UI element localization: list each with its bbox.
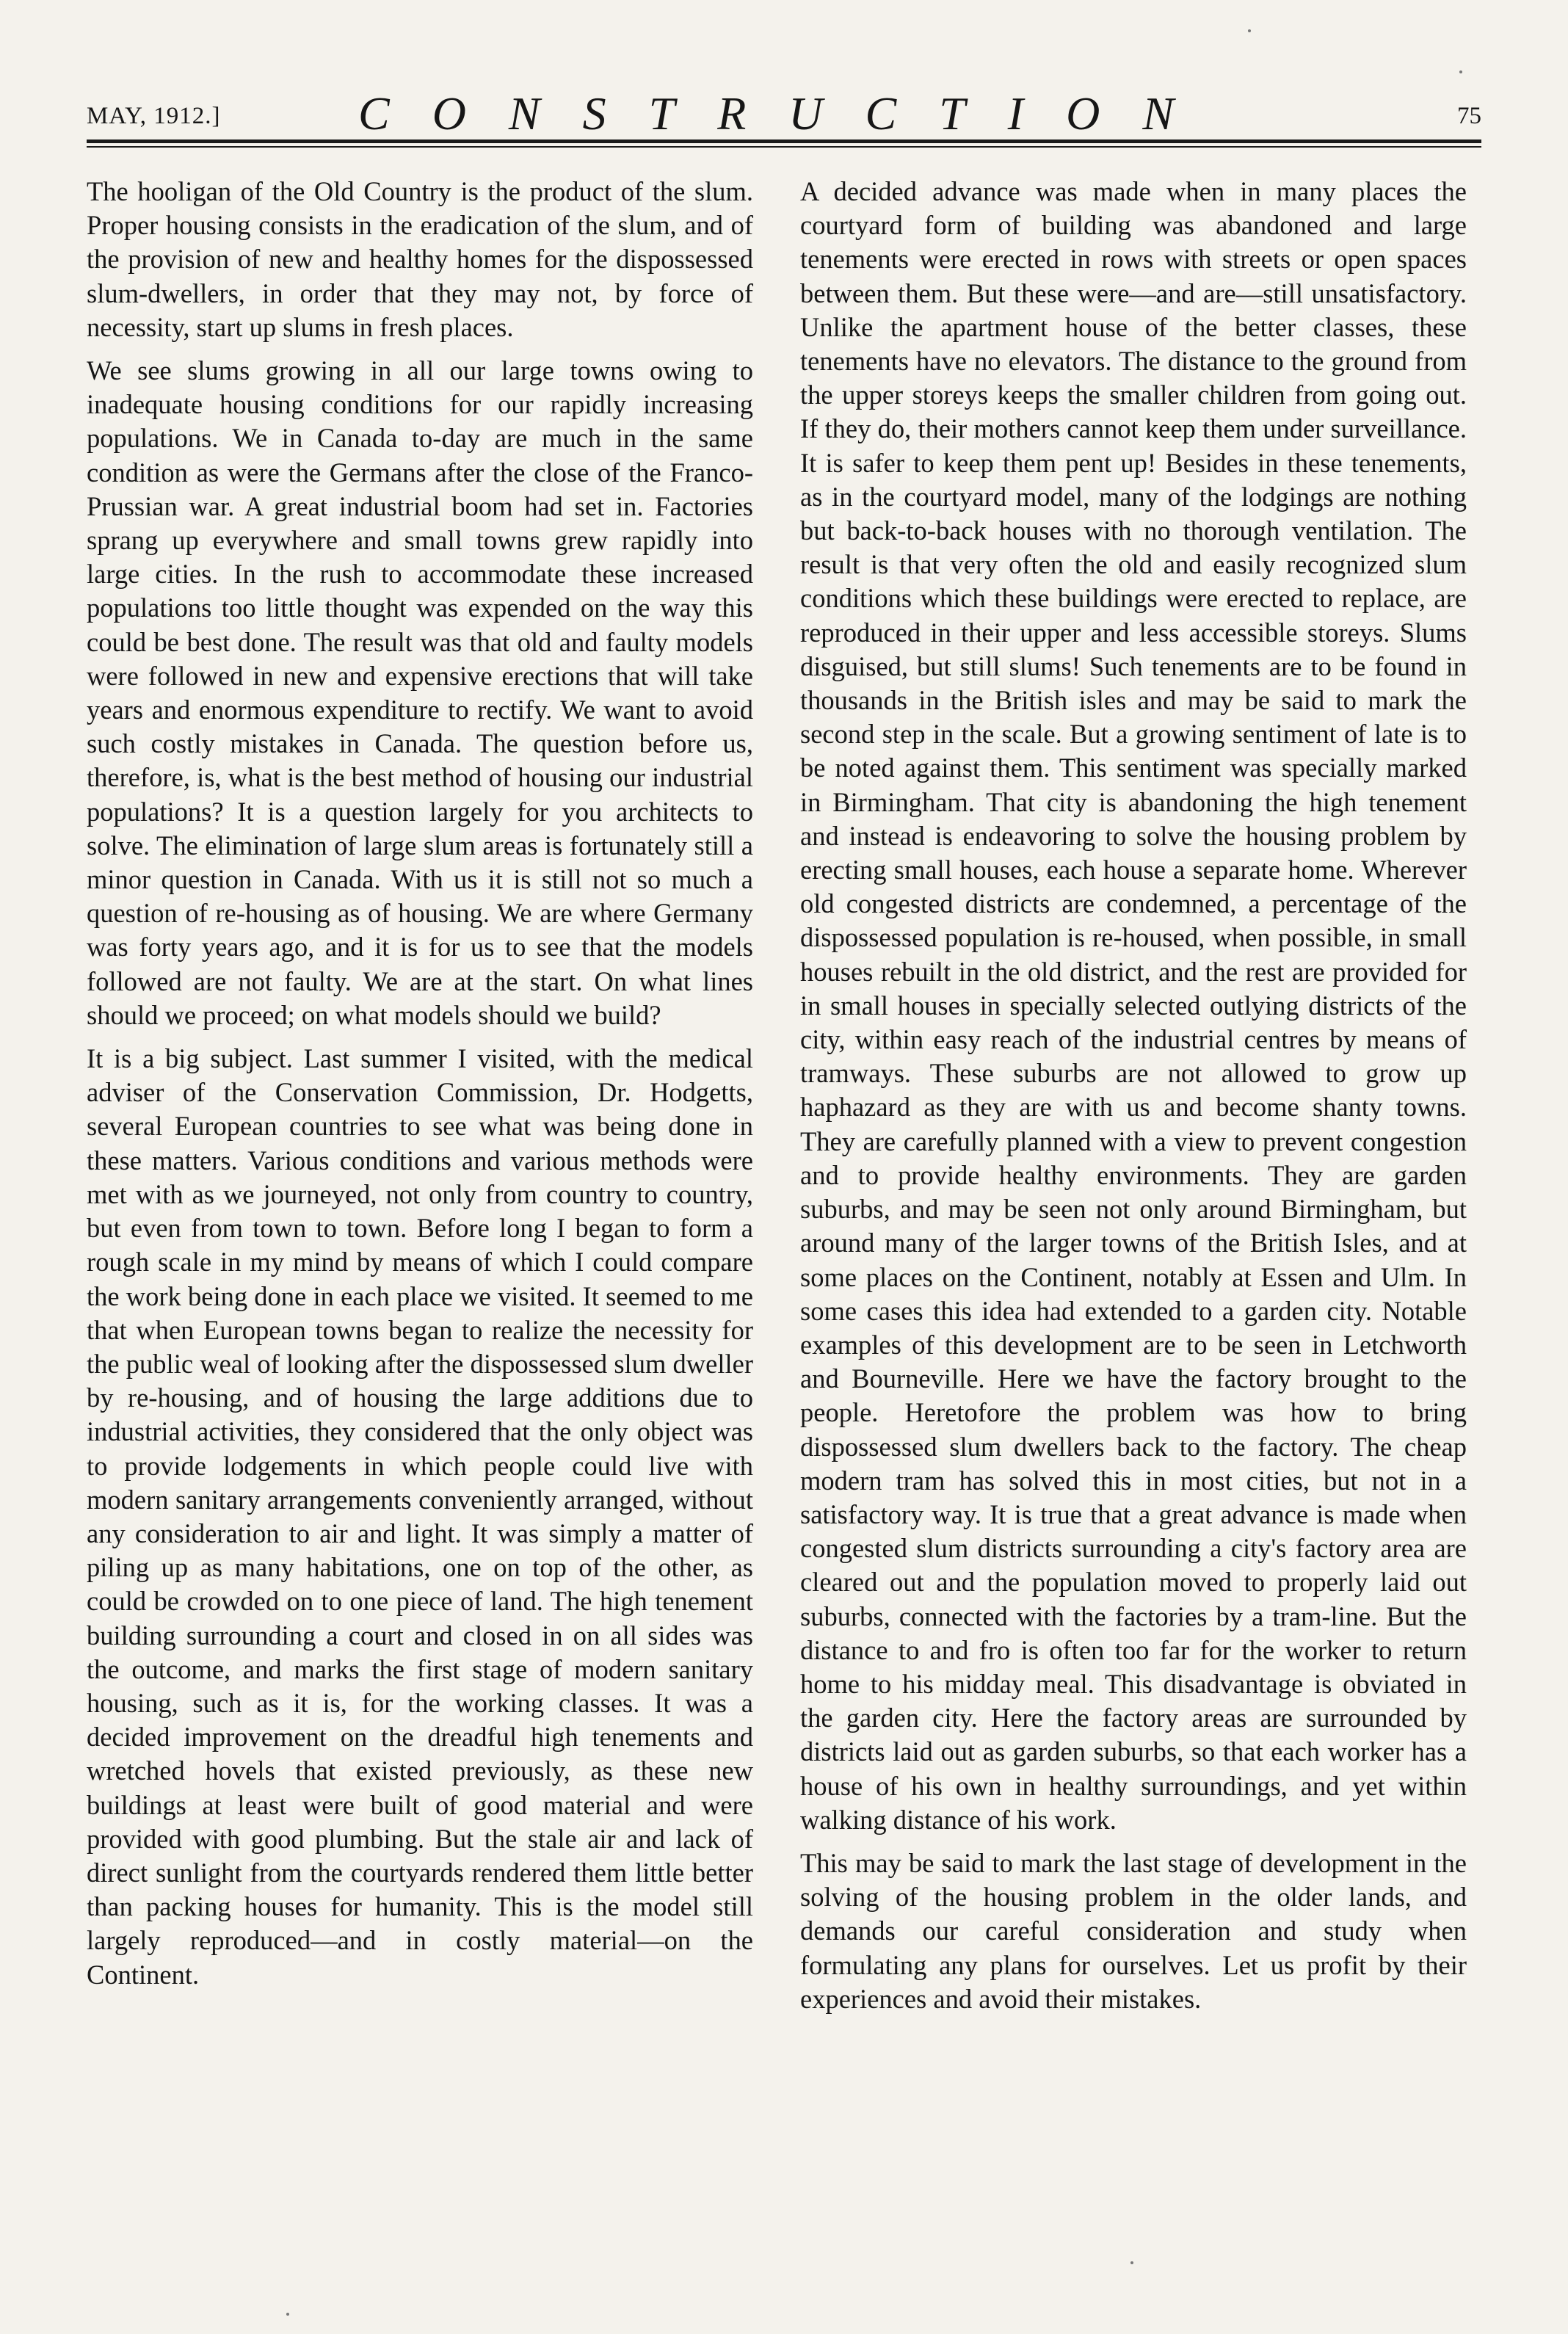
journal-title: CONSTRUCTION (358, 87, 1216, 139)
paragraph: We see slums growing in all our large towns owing to inadequate housing conditions for our rapidly increasing populations. We in Canada to-day are much in the same condition as were the Germans after the close of the Franco-Prussian war. A great industrial boom had set in. Factories sprang up everywhere and small towns grew rapidly into large cities. In the rush to accommodate these increased populations too little thought was expended on the way this could be best done. The result was that old and faulty models were followed in new and expensive erections that will take years and enormous expenditure to rectify. We want to avoid such costly mistakes in Canada. The question before us, therefore, is, what is the best method of housing our industrial populations? It is a question largely for you architects to solve. The elimination of large slum areas is fortunately still a minor question in Canada. With us it is still not so much a question of re-housing as of housing. We are where Germany was forty years ago, and it is for us to see that the models followed are not faulty. We are at the start. On what lines should we proceed; on what models should we build? (87, 355, 753, 1030)
print-speck (1130, 2261, 1133, 2264)
paragraph: It is a big subject. Last summer I visited, with the medical adviser of the Conservation Commission, Dr. Hodgetts, several European countries to see what was being done in these matters. Various conditions and various methods were met with as we journeyed, not only from country to country, but even from town to town. Before long I began to form a rough scale in my mind by means of which I could compare the work being done in each place we visited. It seemed to me that when European towns began to realize the necessity for the public weal of looking after the dispossessed slum dweller by re-housing, and of housing the large additions due to industrial activities, they considered that the only object was to provide lodgements in which people could live with modern sanitary arrangements conveniently arranged, without any consideration to air and light. It was simply a matter of piling up as many habitations, one on top of the other, as could be crowded on to one piece of land. The high tenement building surrounding a court and closed in on all sides was the outcome, and marks the first stage of modern sanitary housing, such as it is, for the working classes. It was a decided improvement on the dreadful high tenements and wretched hovels that existed previously, as these new buildings at least were built of good material and were provided with good plumbing. But the stale air and lack of direct sunlight from the courtyards rendered them little better than packing houses for humanity. This is the model still largely reproduced—and in costly material—on the Continent. (87, 1043, 753, 1990)
print-speck (286, 2313, 289, 2316)
page-number: 75 (1457, 103, 1481, 129)
header-rule-thin (87, 146, 1481, 148)
print-speck (1248, 29, 1251, 32)
header-rule-thick (87, 139, 1481, 143)
paragraph: The hooligan of the Old Country is the product of the slum. Proper housing consists in the eradication of the slum, and of the provision of new and healthy homes for the dispossessed slum-dwellers, in order that they may not, by force of necessity, start up slums in fresh places. (87, 176, 753, 342)
paragraph: A decided advance was made when in many places the courtyard form of building was abandoned and large tenements were erected in rows with streets or open spaces between them. But these were—and are—still unsatisfactory. Unlike the apartment house of the better classes, these tenements have no elevators. The distance to the ground from the upper storeys keeps the smaller children from going out. If they do, their mothers cannot keep them under surveillance. It is safer to keep them pent up! Besides in these tenements, as in the courtyard model, many of the lodgings are nothing but back-to-back houses with no thorough ventilation. The result is that very often the old and easily recognized slum conditions which these buildings were erected to replace, are reproduced in their upper and less accessible storeys. Slums disguised, but still slums! Such tenements are to be found in thousands in the British isles and may be said to mark the second step in the scale. But a growing sentiment of late is to be noted against them. This sentiment was specially marked in Birmingham. That city is abandoning the high tenement and instead is endeavoring to solve the housing problem by erecting small houses, each house a separate home. Wherever old congested districts are condemned, a percentage of the dispossessed population is re-housed, when possible, in small houses rebuilt in the old district, and the rest are provided for in small houses in specially selected outlying districts of the city, within easy reach of the industrial centres by means of tramways. These suburbs are not allowed to grow up haphazard as they are with us and become shanty towns. They are carefully planned with a view to prevent congestion and to provide healthy environments. They are garden suburbs, and may be seen not only around Birmingham, but around many of the larger towns of the British Isles, and at some places on the Continent, notably at Essen and Ulm. In some cases this idea had extended to a garden city. Notable examples of this development are to be seen in Letchworth and Bourneville. Here we have the factory brought to the people. Heretofore the problem was how to bring dispossessed slum dwellers back to the factory. The cheap modern tram has solved this in most cities, but not in a satisfactory way. It is true that a great advance is made when congested slum districts surrounding a city's factory area are cleared out and the population moved to properly laid out suburbs, connected with the factories by a tram-line. But the distance to and fro is often too far for the worker to return home to his midday meal. This disadvantage is obviated in the garden city. Here the factory areas are surrounded by districts laid out as garden suburbs, so that each worker has a house of his own in healthy surroundings, and yet within walking distance of his work. (800, 176, 1467, 1835)
paragraph: This may be said to mark the last stage of development in the solving of the housing problem in the older lands, and demands our careful consideration and study when formulating any plans for ourselves. Let us profit by their experiences and avoid their mistakes. (800, 1847, 1467, 2014)
running-header (87, 87, 1481, 147)
print-speck (1459, 70, 1462, 73)
left-column (87, 175, 753, 2001)
issue-date: MAY, 1912.] (87, 103, 221, 129)
right-column (800, 175, 1467, 2026)
